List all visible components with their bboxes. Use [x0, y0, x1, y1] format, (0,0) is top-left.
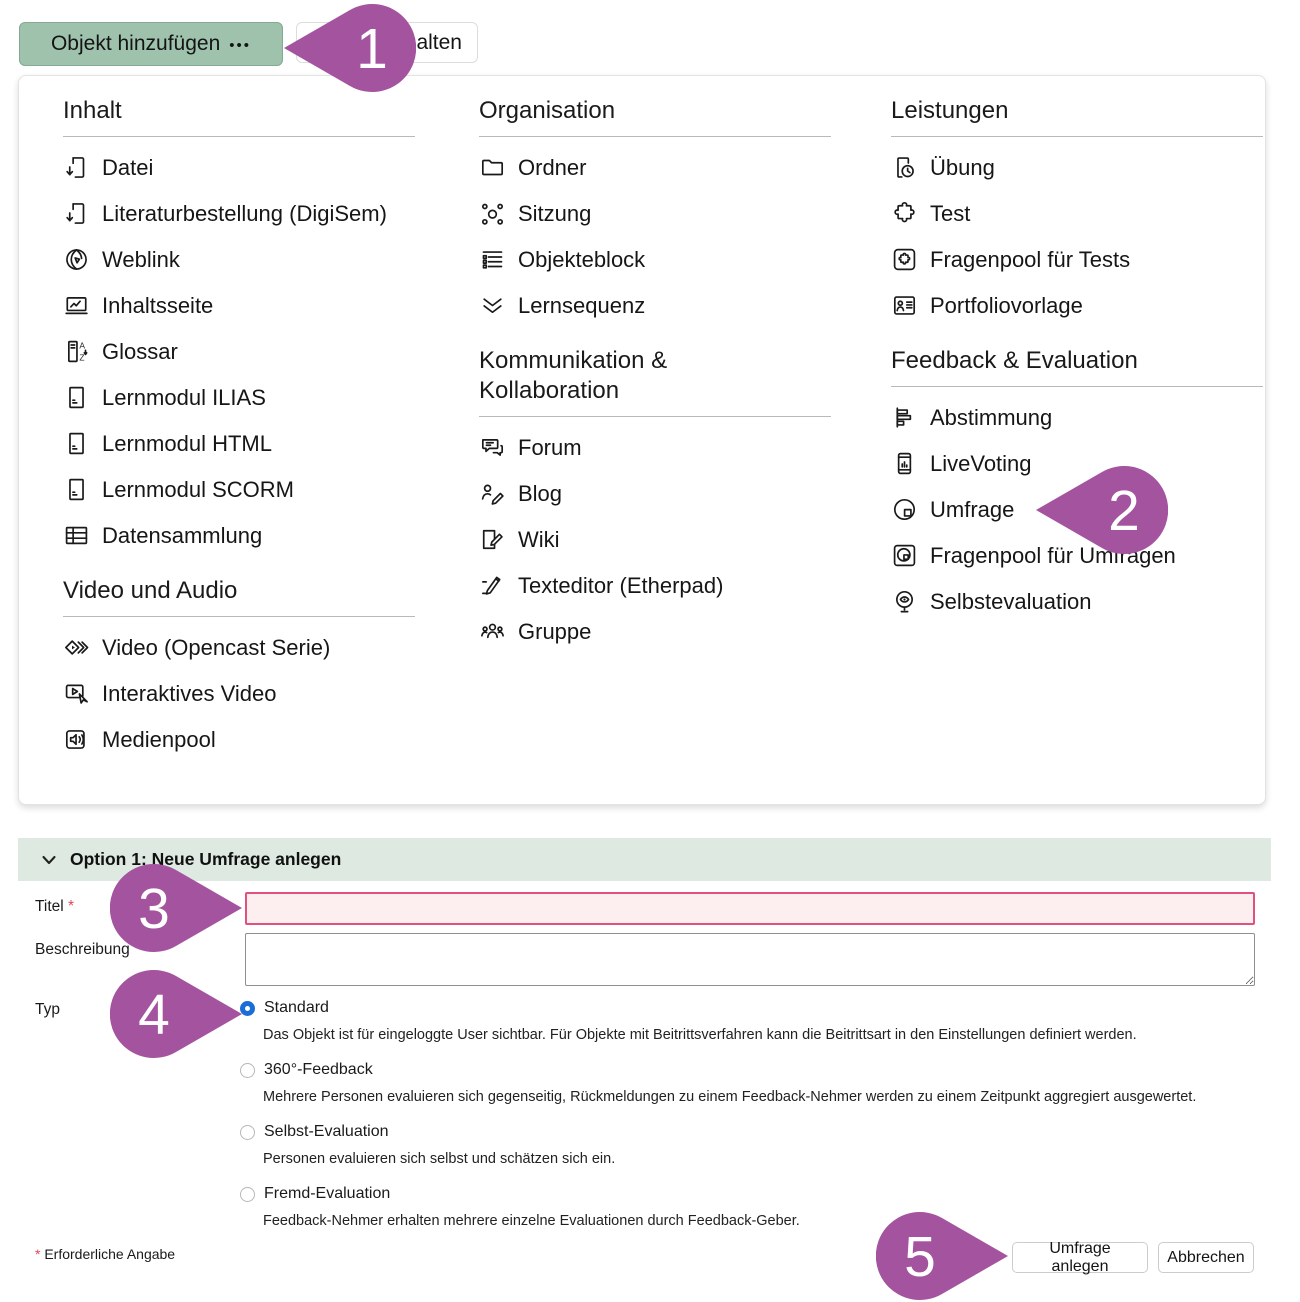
menu-item-label: Abstimmung [930, 405, 1053, 430]
partial-button-label: alten [416, 30, 462, 54]
glossary-icon [63, 337, 102, 366]
menu-item[interactable] [479, 291, 804, 320]
learning-module-icon [63, 475, 102, 504]
create-survey-button[interactable]: Umfrage anlegen [1012, 1242, 1148, 1273]
description-textarea[interactable] [245, 933, 1255, 986]
add-object-label: Objekt hinzufügen [50, 32, 221, 55]
menu-item-label: Objekteblock [518, 247, 646, 272]
type-option-radio-row[interactable] [240, 1123, 1270, 1141]
menu-item[interactable] [63, 291, 388, 320]
radio-selected[interactable] [240, 1001, 255, 1016]
menu-item-label: Umfrage [930, 497, 1015, 522]
menu-item[interactable] [63, 521, 388, 550]
menu-section-title: Organisation [479, 96, 831, 137]
menu-item[interactable] [63, 475, 388, 504]
chevron-down-icon [41, 852, 57, 868]
self-evaluation-icon [891, 587, 930, 616]
type-option-label: 360°-Feedback [264, 1061, 373, 1078]
cancel-button[interactable]: Abbrechen [1158, 1242, 1254, 1273]
add-object-dropdown-panel [18, 75, 1266, 805]
menu-item-label: Übung [930, 155, 995, 180]
menu-item[interactable] [63, 337, 388, 366]
menu-item[interactable] [479, 433, 804, 462]
type-option-radio-row[interactable] [240, 999, 1270, 1017]
menu-item-label: Literaturbestellung (DigiSem) [102, 201, 387, 226]
poll-bars-icon [891, 403, 930, 432]
learning-sequence-icon [479, 291, 518, 320]
menu-item-label: Wiki [518, 527, 560, 552]
menu-item-label: Ordner [518, 155, 587, 180]
menu-item[interactable] [479, 199, 804, 228]
etherpad-icon [479, 571, 518, 600]
interactive-video-icon [63, 679, 102, 708]
menu-item-label: Lernmodul ILIAS [102, 385, 266, 410]
callout-badge-1 [284, 2, 416, 94]
menu-column-organisation [479, 96, 831, 663]
livevoting-icon [891, 449, 930, 478]
portfolio-icon [891, 291, 930, 320]
callout-badge-5 [876, 1210, 1008, 1302]
menu-section-title: Kommunikation & Kollaboration [479, 346, 831, 417]
menu-item[interactable] [479, 617, 804, 646]
svg-text:3: 3 [138, 877, 170, 941]
menu-section-title: Video und Audio [63, 576, 415, 617]
menu-item-label: Weblink [102, 247, 180, 272]
menu-item-label: Datei [102, 155, 154, 180]
menu-item[interactable] [479, 479, 804, 508]
menu-item-label: Lernmodul HTML [102, 431, 272, 456]
menu-section [479, 96, 831, 320]
required-asterisk: * [68, 898, 75, 915]
menu-item-label: Lernmodul SCORM [102, 477, 294, 502]
question-pool-surveys-icon [891, 541, 930, 570]
menu-item-label: Test [930, 201, 971, 226]
menu-item-label: Lernsequenz [518, 293, 646, 318]
exercise-icon [891, 153, 930, 182]
type-option-description: Feedback-Nehmer erhalten mehrere einzelne Evaluationen durch Feedback-Geber. [263, 1213, 800, 1229]
menu-item-label: Fragenpool für Tests [930, 247, 1131, 272]
radio-unselected[interactable] [240, 1063, 255, 1078]
svg-text:5: 5 [904, 1225, 936, 1289]
menu-item-label: Gruppe [518, 619, 592, 644]
learning-module-icon [63, 429, 102, 458]
menu-section [891, 96, 1263, 320]
menu-item-label: Fragenpool für Umfragen [930, 543, 1176, 568]
menu-item[interactable] [63, 679, 388, 708]
menu-item-label: Selbstevaluation [930, 589, 1092, 614]
menu-item-label: Texteditor (Etherpad) [518, 573, 724, 598]
required-field-note: * Erforderliche Angabe [35, 1246, 176, 1262]
menu-section [63, 96, 415, 550]
menu-item-label: Sitzung [518, 201, 592, 226]
type-radio-group [240, 999, 1270, 1247]
puzzle-icon [891, 199, 930, 228]
menu-item-label: Medienpool [102, 727, 216, 752]
menu-item-label: Forum [518, 435, 582, 460]
mediapool-icon [63, 725, 102, 754]
menu-item[interactable] [891, 291, 1216, 320]
survey-pie-icon [891, 495, 930, 524]
menu-item-label: Blog [518, 481, 563, 506]
object-block-icon [479, 245, 518, 274]
opencast-video-icon [63, 633, 102, 662]
menu-item[interactable] [63, 429, 388, 458]
blog-icon [479, 479, 518, 508]
section-header-title: Option 1: Neue Umfrage anlegen [70, 849, 342, 869]
globe-icon [63, 245, 102, 274]
forum-icon [479, 433, 518, 462]
menu-section-title: Leistungen [891, 96, 1263, 137]
folder-icon [479, 153, 518, 182]
menu-item[interactable] [891, 153, 1216, 182]
type-option-radio-row[interactable] [240, 1185, 1270, 1203]
svg-text:A: A [79, 340, 86, 351]
menu-item[interactable] [479, 245, 804, 274]
menu-section-title: Inhalt [63, 96, 415, 137]
callout-badge-3 [110, 862, 242, 954]
wiki-icon [479, 525, 518, 554]
menu-item[interactable] [63, 245, 388, 274]
required-asterisk: * [35, 1246, 41, 1262]
svg-text:Z: Z [79, 352, 85, 363]
file-download-icon [63, 153, 102, 182]
menu-item[interactable] [891, 587, 1216, 616]
menu-item-label: Inhaltsseite [102, 293, 214, 318]
menu-item-label: Glossar [102, 339, 178, 364]
ellipsis-icon: ••• [229, 36, 252, 54]
description-field-label: Beschreibung [35, 941, 130, 958]
title-field-label: Titel * [35, 898, 75, 915]
callout-badge-4 [110, 968, 242, 1060]
svg-text:2: 2 [1108, 479, 1140, 543]
menu-section [479, 346, 831, 646]
add-object-button[interactable] [19, 22, 283, 66]
menu-section-title: Feedback & Evaluation [891, 346, 1263, 387]
type-field-label: Typ [35, 1001, 60, 1018]
menu-item[interactable] [479, 525, 804, 554]
type-option-label: Selbst-Evaluation [264, 1123, 389, 1140]
menu-item[interactable] [63, 153, 388, 182]
title-input[interactable] [245, 892, 1255, 925]
type-option-radio-row[interactable] [240, 1061, 1270, 1079]
learning-module-icon [63, 383, 102, 412]
file-download-icon [63, 199, 102, 228]
type-option-label: Fremd-Evaluation [264, 1185, 391, 1202]
data-table-icon [63, 521, 102, 550]
menu-item[interactable] [63, 199, 388, 228]
content-page-icon [63, 291, 102, 320]
type-option-description: Personen evaluieren sich selbst und schätzen sich ein. [263, 1151, 616, 1167]
menu-item[interactable] [891, 403, 1216, 432]
menu-item[interactable] [63, 633, 388, 662]
type-option-description: Das Objekt ist für eingeloggte User sichtbar. Für Objekte mit Beitrittsverfahren kann die Beitrittsart in den Einstellungen definiert werden. [263, 1027, 1137, 1043]
menu-item[interactable] [891, 245, 1216, 274]
menu-item-label: LiveVoting [930, 451, 1032, 476]
question-pool-tests-icon [891, 245, 930, 274]
type-option-description: Mehrere Personen evaluieren sich gegenseitig, Rückmeldungen zu einem Feedback-Nehmer werden zu einem Zeitpunkt aggregiert ausgewertet. [263, 1089, 1197, 1105]
menu-item[interactable] [891, 199, 1216, 228]
radio-unselected[interactable] [240, 1187, 255, 1202]
menu-item-label: Portfoliovorlage [930, 293, 1083, 318]
group-icon [479, 617, 518, 646]
menu-column-inhalt [63, 96, 415, 771]
svg-text:4: 4 [138, 983, 170, 1047]
menu-item-label: Interaktives Video [102, 681, 277, 706]
session-icon [479, 199, 518, 228]
menu-item[interactable] [63, 383, 388, 412]
callout-badge-2 [1036, 464, 1168, 556]
menu-item-label: Datensammlung [102, 523, 263, 548]
menu-item[interactable] [63, 725, 388, 754]
menu-item[interactable] [479, 153, 804, 182]
svg-text:1: 1 [356, 17, 388, 81]
type-option-label: Standard [264, 999, 329, 1016]
menu-item[interactable] [479, 571, 804, 600]
menu-section [63, 576, 415, 754]
radio-unselected[interactable] [240, 1125, 255, 1140]
menu-item-label: Video (Opencast Serie) [102, 635, 331, 660]
